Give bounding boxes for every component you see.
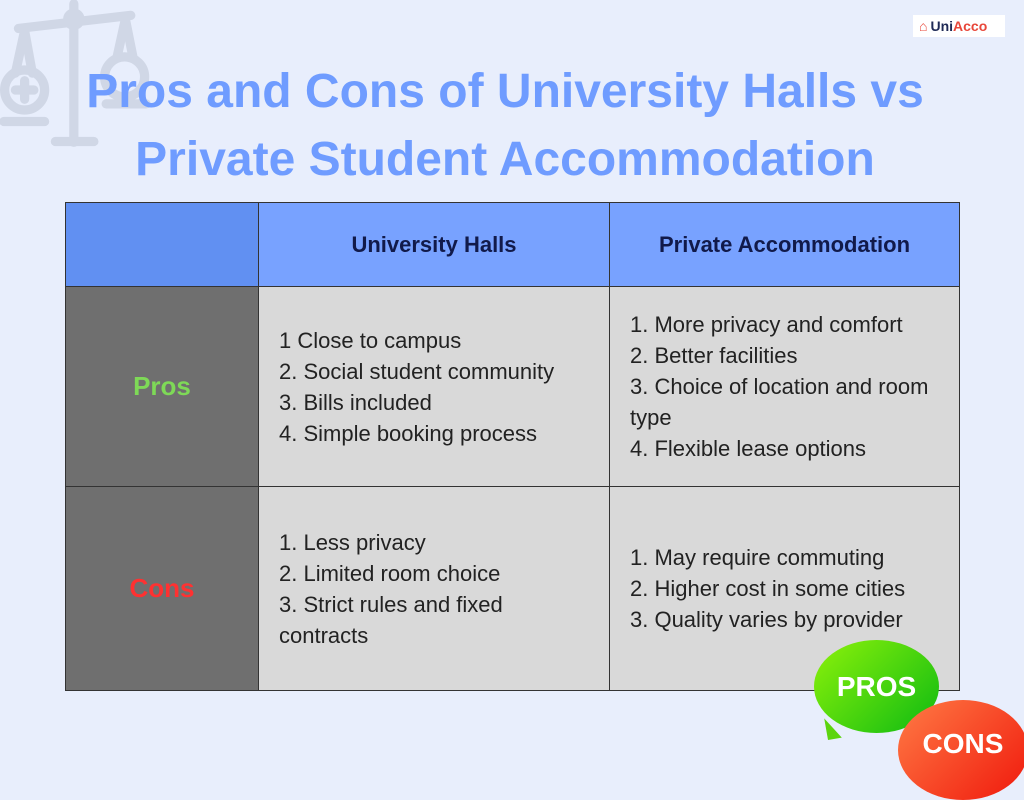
page-title: Pros and Cons of University Halls vs Private Student Accommodation <box>86 65 924 186</box>
list-item: 4. Simple booking process <box>279 420 538 446</box>
list-item: 4. Flexible lease options <box>630 436 867 461</box>
table-row-pros <box>66 287 960 487</box>
list-item: 1. Less privacy <box>279 529 426 555</box>
header-university-halls: University Halls <box>259 203 610 287</box>
row-label-cons: Cons <box>66 487 259 691</box>
header-corner <box>66 203 259 287</box>
header-row <box>66 203 960 287</box>
cons-speech-bubble: CONS <box>898 700 1024 800</box>
pros-speech-bubble: PROS <box>814 640 939 733</box>
header-private-accommodation: Private Accommodation <box>610 203 960 287</box>
house-icon: ⌂ <box>919 18 928 34</box>
list-item: 2. Higher cost in some cities <box>630 576 906 601</box>
list-item: 3. Bills included <box>279 389 432 415</box>
list-item: 3. Choice of location and room type <box>630 374 929 430</box>
list-item: 3. Strict rules and fixed contracts <box>279 591 503 648</box>
list-item: 2. Limited room choice <box>279 560 501 586</box>
comparison-table <box>65 202 960 691</box>
cell-list <box>259 287 610 487</box>
list-item: 1 Close to campus <box>279 327 462 353</box>
cell-list <box>610 287 960 487</box>
list-item: 1. More privacy and comfort <box>630 312 903 337</box>
list-item: 1. May require commuting <box>630 545 885 570</box>
uniacco-logo: ⌂ Uni Acco <box>913 15 1005 37</box>
list-item: 2. Better facilities <box>630 343 798 368</box>
list-item: 3. Quality varies by provider <box>630 607 903 632</box>
row-label-pros: Pros <box>66 287 259 487</box>
list-item: 2. Social student community <box>279 358 555 384</box>
cell-list <box>259 487 610 691</box>
